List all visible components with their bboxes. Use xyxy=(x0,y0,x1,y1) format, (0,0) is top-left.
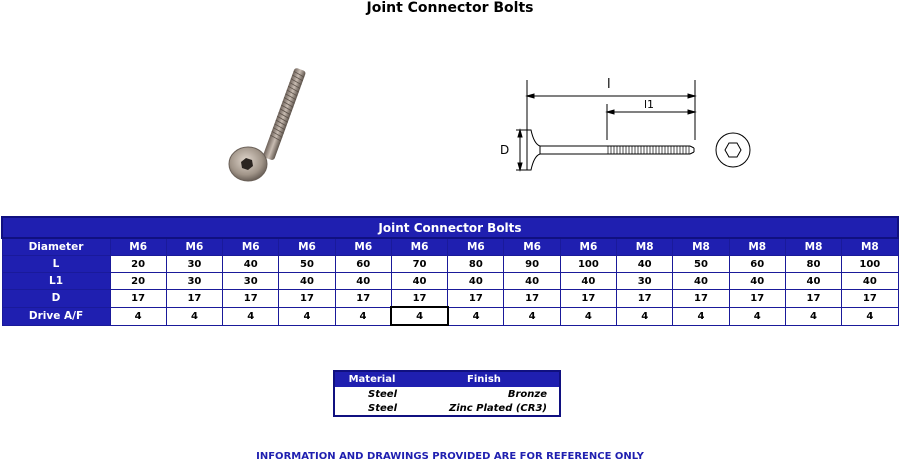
spec-cell: 40 xyxy=(785,273,841,290)
diameter-header-cell: M6 xyxy=(560,238,616,256)
spec-cell: 4 xyxy=(785,307,841,325)
dimension-label-d: D xyxy=(500,143,510,157)
row-label: D xyxy=(2,290,110,308)
dimension-label-l: l xyxy=(607,77,611,92)
spec-cell: 20 xyxy=(110,256,166,273)
spec-cell: 17 xyxy=(785,290,841,308)
spec-cell: 4 xyxy=(673,307,729,325)
spec-row-l1 xyxy=(2,273,898,290)
spec-cell: 17 xyxy=(842,290,898,308)
material-row xyxy=(334,401,560,416)
spec-cell: 17 xyxy=(335,290,391,308)
diameter-header-cell: M6 xyxy=(448,238,504,256)
spec-cell: 40 xyxy=(673,273,729,290)
spec-cell: 30 xyxy=(223,273,279,290)
spec-cell: 60 xyxy=(729,256,785,273)
page-title: Joint Connector Bolts xyxy=(366,0,534,16)
finish-cell: Bronze xyxy=(507,388,547,400)
spec-cell: 4 xyxy=(617,307,673,325)
spec-cell: 4 xyxy=(729,307,785,325)
spec-row-length xyxy=(2,256,898,273)
spec-cell: 40 xyxy=(842,273,898,290)
spec-cell: 17 xyxy=(391,290,447,308)
dimension-label-l1: l1 xyxy=(644,98,655,111)
spec-cell: 40 xyxy=(560,273,616,290)
spec-cell: 17 xyxy=(617,290,673,308)
material-table xyxy=(333,370,561,417)
diameter-header-cell: M6 xyxy=(391,238,447,256)
spec-cell: 4 xyxy=(842,307,898,325)
spec-cell: 40 xyxy=(617,256,673,273)
spec-cell: 40 xyxy=(223,256,279,273)
spec-cell: 80 xyxy=(448,256,504,273)
spec-cell: 40 xyxy=(729,273,785,290)
spec-cell: 30 xyxy=(166,256,222,273)
spec-cell: 17 xyxy=(223,290,279,308)
diameter-header-cell: M6 xyxy=(279,238,335,256)
spec-cell: 4 xyxy=(279,307,335,325)
row-label: Diameter xyxy=(2,238,110,256)
spec-cell: 4 xyxy=(560,307,616,325)
row-label: Drive A/F xyxy=(2,307,110,325)
diameter-header-cell: M6 xyxy=(504,238,560,256)
material-cell: Steel xyxy=(368,402,397,414)
spec-cell: 4 xyxy=(223,307,279,325)
diameter-header-cell: M6 xyxy=(110,238,166,256)
spec-cell: 40 xyxy=(335,273,391,290)
diameter-header-cell: M8 xyxy=(842,238,898,256)
diameter-header-cell: M8 xyxy=(673,238,729,256)
diameter-header-cell: M6 xyxy=(335,238,391,256)
spec-cell: 40 xyxy=(391,273,447,290)
spec-cell: 20 xyxy=(110,273,166,290)
spec-cell: 100 xyxy=(842,256,898,273)
spec-cell: 40 xyxy=(279,273,335,290)
spec-cell: 17 xyxy=(110,290,166,308)
spec-cell: 50 xyxy=(279,256,335,273)
spec-cell: 17 xyxy=(729,290,785,308)
material-row xyxy=(334,387,560,401)
reference-disclaimer: INFORMATION AND DRAWINGS PROVIDED ARE FOR REFERENCE ONLY xyxy=(256,451,644,462)
spec-cell: 17 xyxy=(560,290,616,308)
row-label: L xyxy=(2,256,110,273)
row-label: L1 xyxy=(2,273,110,290)
spec-row-diameter xyxy=(2,238,898,256)
spec-cell: 17 xyxy=(279,290,335,308)
spec-cell: 17 xyxy=(166,290,222,308)
diameter-header-cell: M8 xyxy=(729,238,785,256)
spec-cell: 40 xyxy=(448,273,504,290)
spec-cell: 4 xyxy=(335,307,391,325)
spec-table-title: Joint Connector Bolts xyxy=(2,217,898,238)
diameter-header-cell: M6 xyxy=(166,238,222,256)
spec-cell: 80 xyxy=(785,256,841,273)
spec-cell: 4 xyxy=(391,307,447,325)
diameter-header-cell: M6 xyxy=(223,238,279,256)
spec-cell: 40 xyxy=(504,273,560,290)
spec-cell: 4 xyxy=(166,307,222,325)
spec-table xyxy=(1,216,899,326)
spec-row-drive xyxy=(2,307,898,325)
spec-cell: 30 xyxy=(166,273,222,290)
spec-cell: 4 xyxy=(110,307,166,325)
material-cell: Steel xyxy=(368,388,397,400)
spec-row-d xyxy=(2,290,898,308)
spec-cell: 17 xyxy=(504,290,560,308)
spec-cell: 90 xyxy=(504,256,560,273)
finish-header: Finish xyxy=(409,371,560,387)
spec-cell: 30 xyxy=(617,273,673,290)
material-header: Material xyxy=(334,371,409,387)
spec-cell: 4 xyxy=(504,307,560,325)
spec-cell: 50 xyxy=(673,256,729,273)
bolt-photo xyxy=(215,64,345,194)
spec-cell: 60 xyxy=(335,256,391,273)
spec-cell: 17 xyxy=(448,290,504,308)
diameter-header-cell: M8 xyxy=(785,238,841,256)
spec-cell: 4 xyxy=(448,307,504,325)
spec-cell: 70 xyxy=(391,256,447,273)
spec-cell: 17 xyxy=(673,290,729,308)
bolt-technical-drawing xyxy=(490,72,770,182)
diameter-header-cell: M8 xyxy=(617,238,673,256)
finish-cell: Zinc Plated (CR3) xyxy=(448,402,547,414)
spec-cell: 100 xyxy=(560,256,616,273)
